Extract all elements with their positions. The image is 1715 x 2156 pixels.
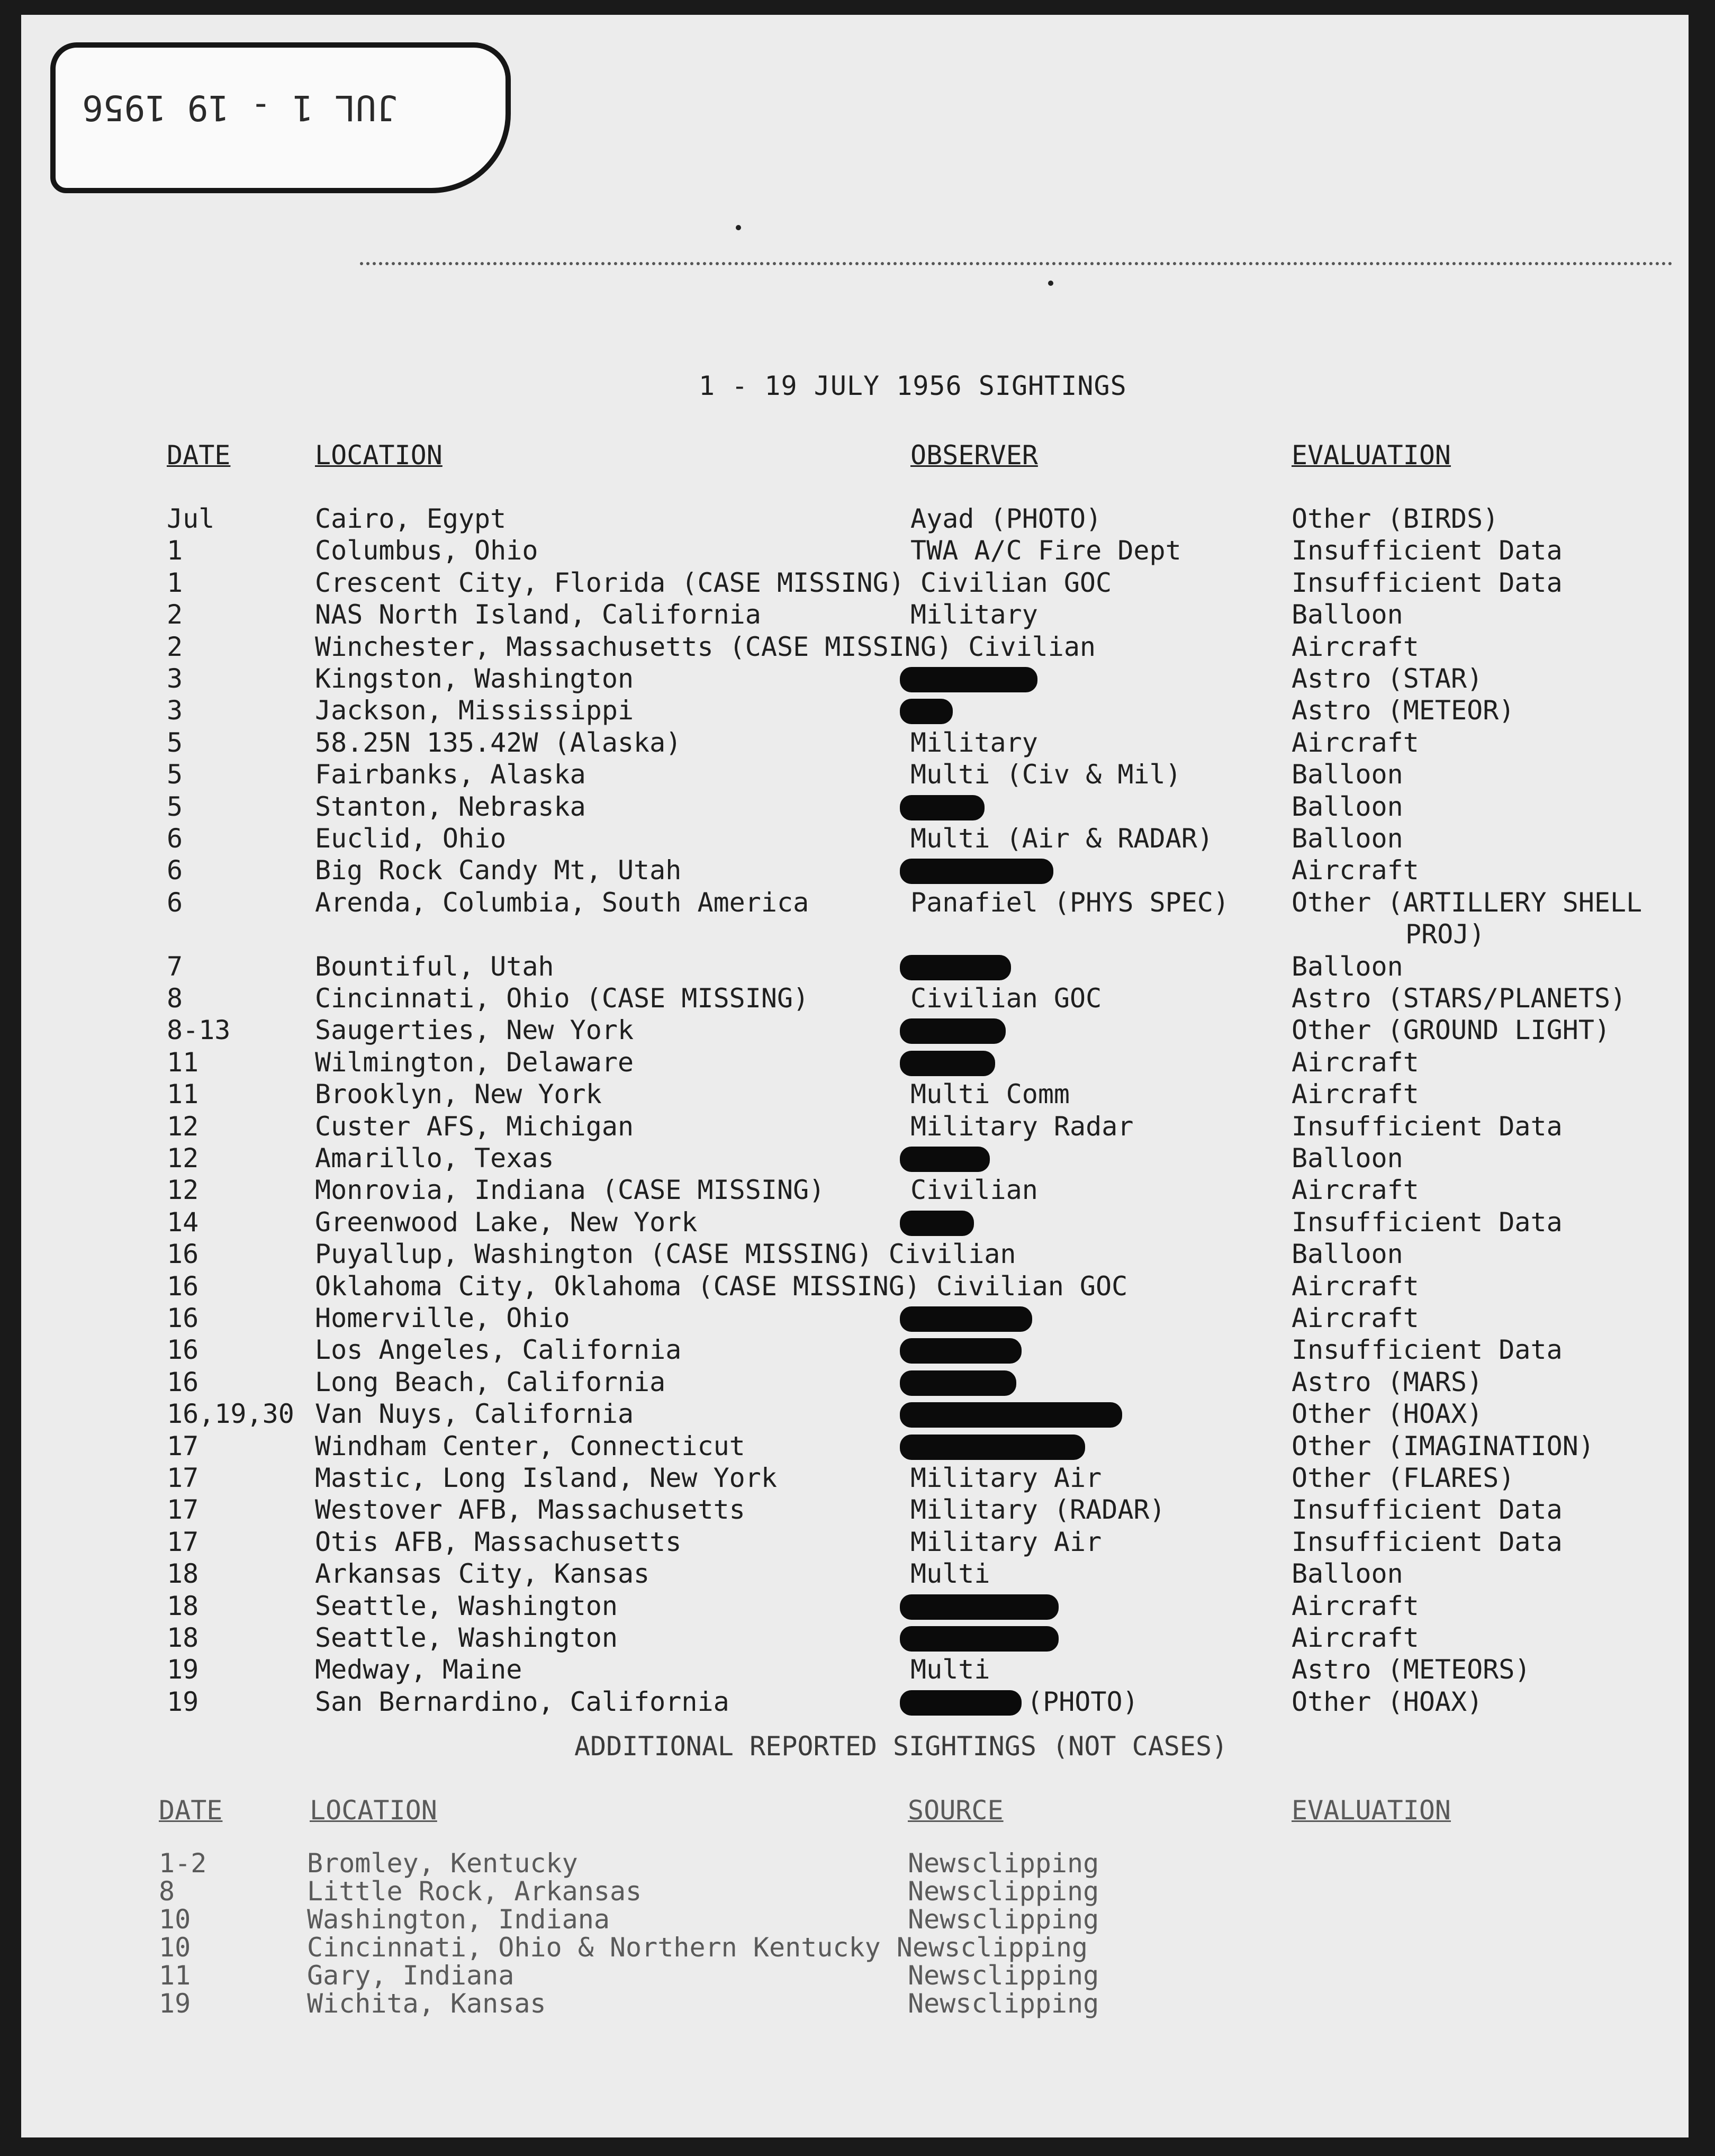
row-observer: Military Air: [910, 1527, 1102, 1557]
row-observer: Multi: [910, 1558, 990, 1589]
row-date: 8: [167, 983, 183, 1014]
redaction-mark: [900, 699, 953, 724]
row-evaluation: Insufficient Data: [1292, 1111, 1563, 1142]
row-evaluation: Other (IMAGINATION): [1292, 1431, 1594, 1462]
file-tab: [50, 42, 511, 193]
row-evaluation: Insufficient Data: [1292, 1334, 1563, 1365]
row-evaluation: Aircraft: [1292, 632, 1419, 662]
row-evaluation: Other (ARTILLERY SHELL: [1292, 887, 1642, 918]
row2-date: 10: [159, 1932, 191, 1963]
row-evaluation: Insufficient Data: [1292, 535, 1563, 566]
row-location: Saugerties, New York: [315, 1015, 634, 1045]
row-location: Oklahoma City, Oklahoma (CASE MISSING) Civilian GOC: [315, 1271, 1128, 1302]
page-title: 1 - 19 JULY 1956 SIGHTINGS: [699, 371, 1127, 401]
row-date: 1: [167, 535, 183, 566]
row-location: Bountiful, Utah: [315, 951, 554, 982]
row-location: Long Beach, California: [315, 1367, 666, 1397]
redaction-mark: [900, 1370, 1016, 1396]
punch-line-divider: [360, 262, 1673, 265]
redaction-mark: [900, 1018, 1006, 1044]
row-date: 16: [167, 1334, 199, 1365]
row-date: 5: [167, 791, 183, 822]
row-date: 17: [167, 1431, 199, 1462]
header-date: DATE: [167, 440, 231, 471]
row-observer: Civilian GOC: [910, 983, 1102, 1014]
row2-date: 1-2: [159, 1848, 207, 1879]
row2-source: Newsclipping: [908, 1904, 1099, 1935]
row-evaluation: Insufficient Data: [1292, 567, 1563, 598]
header-date-2: DATE: [159, 1795, 223, 1826]
row-observer: Military: [910, 727, 1038, 758]
row-date: 18: [167, 1622, 199, 1653]
row-date: 3: [167, 663, 183, 694]
row-location: Big Rock Candy Mt, Utah: [315, 855, 682, 886]
row-date: 11: [167, 1079, 199, 1109]
row-date: 5: [167, 759, 183, 790]
row-evaluation: PROJ): [1405, 919, 1485, 950]
row2-source: Newsclipping: [908, 1988, 1099, 2019]
row-location: Mastic, Long Island, New York: [315, 1463, 777, 1493]
redaction-mark: [900, 1594, 1059, 1620]
row-evaluation: Aircraft: [1292, 855, 1419, 886]
row-evaluation: Balloon: [1292, 599, 1403, 630]
row-date: 17: [167, 1527, 199, 1557]
redaction-mark: [900, 859, 1053, 884]
row-date: 16: [167, 1303, 199, 1333]
row-date: 12: [167, 1175, 199, 1205]
row-date: 17: [167, 1463, 199, 1493]
file-tab-label: JUL 1 - 19 1956: [82, 87, 398, 128]
row-date: 19: [167, 1686, 199, 1717]
row-location: Seattle, Washington: [315, 1591, 618, 1621]
row-evaluation: Astro (STARS/PLANETS): [1292, 983, 1627, 1014]
row-location: San Bernardino, California: [315, 1686, 729, 1717]
row-location: Otis AFB, Massachusetts: [315, 1527, 682, 1557]
row-location: Jackson, Mississippi: [315, 695, 634, 726]
row-date: 5: [167, 727, 183, 758]
row-observer: Panafiel (PHYS SPEC): [910, 887, 1230, 918]
row-observer: Military: [910, 599, 1038, 630]
row-evaluation: Aircraft: [1292, 1622, 1419, 1653]
row-observer: TWA A/C Fire Dept: [910, 535, 1181, 566]
row2-location: Cincinnati, Ohio & Northern Kentucky Newsclipping: [307, 1932, 1088, 1963]
row-date: 17: [167, 1494, 199, 1525]
speck: [1048, 281, 1053, 286]
row-evaluation: Astro (STAR): [1292, 663, 1483, 694]
row2-location: Bromley, Kentucky: [307, 1848, 578, 1879]
row-date: 12: [167, 1111, 199, 1142]
row-evaluation: Balloon: [1292, 1239, 1403, 1269]
row-observer: Civilian: [910, 1175, 1038, 1205]
redaction-mark: [900, 1147, 990, 1172]
row-evaluation: Aircraft: [1292, 1271, 1419, 1302]
row-location: Stanton, Nebraska: [315, 791, 586, 822]
row-evaluation: Balloon: [1292, 791, 1403, 822]
row-evaluation: Aircraft: [1292, 1303, 1419, 1333]
row-observer: Ayad (PHOTO): [910, 503, 1102, 534]
row-location: Fairbanks, Alaska: [315, 759, 586, 790]
redaction-mark: [900, 1051, 995, 1076]
row-observer: Multi (Air & RADAR): [910, 823, 1213, 854]
header-evaluation: EVALUATION: [1292, 440, 1451, 471]
row-location: Cincinnati, Ohio (CASE MISSING): [315, 983, 809, 1014]
row-date: 18: [167, 1558, 199, 1589]
row-evaluation: Balloon: [1292, 759, 1403, 790]
row-observer: Military Air: [910, 1463, 1102, 1493]
redaction-mark: [900, 667, 1037, 692]
row-date: 6: [167, 887, 183, 918]
row-observer: Multi (Civ & Mil): [910, 759, 1181, 790]
header-source: SOURCE: [908, 1795, 1004, 1826]
row-observer: (PHOTO): [1027, 1686, 1139, 1717]
row-date: 16,19,30: [167, 1399, 294, 1429]
header-location-2: LOCATION: [310, 1795, 437, 1826]
row-location: Winchester, Massachusetts (CASE MISSING) Civilian: [315, 632, 1096, 662]
row-date: 19: [167, 1654, 199, 1685]
row-evaluation: Insufficient Data: [1292, 1494, 1563, 1525]
row-date: 2: [167, 632, 183, 662]
row-date: 3: [167, 695, 183, 726]
row-evaluation: Balloon: [1292, 1558, 1403, 1589]
redaction-mark: [900, 1402, 1122, 1428]
row-date: 2: [167, 599, 183, 630]
row-observer: Multi Comm: [910, 1079, 1070, 1109]
row-date: 16: [167, 1239, 199, 1269]
row2-location: Little Rock, Arkansas: [307, 1876, 642, 1907]
row-evaluation: Other (HOAX): [1292, 1686, 1483, 1717]
row-evaluation: Astro (MARS): [1292, 1367, 1483, 1397]
row-location: Puyallup, Washington (CASE MISSING) Civilian: [315, 1239, 1016, 1269]
row-location: Custer AFS, Michigan: [315, 1111, 634, 1142]
redaction-mark: [900, 1306, 1032, 1332]
row2-date: 11: [159, 1960, 191, 1991]
row-date: 16: [167, 1271, 199, 1302]
row-evaluation: Insufficient Data: [1292, 1207, 1563, 1238]
row2-date: 10: [159, 1904, 191, 1935]
redaction-mark: [900, 955, 1011, 980]
row-location: Crescent City, Florida (CASE MISSING) Civilian GOC: [315, 567, 1112, 598]
row2-source: Newsclipping: [908, 1960, 1099, 1991]
row2-date: 19: [159, 1988, 191, 2019]
row-location: Los Angeles, California: [315, 1334, 682, 1365]
row-location: NAS North Island, California: [315, 599, 761, 630]
row-evaluation: Other (BIRDS): [1292, 503, 1499, 534]
row-evaluation: Aircraft: [1292, 1591, 1419, 1621]
row-date: 12: [167, 1143, 199, 1174]
row-date: 1: [167, 567, 183, 598]
redaction-mark: [900, 1338, 1022, 1364]
row-evaluation: Other (GROUND LIGHT): [1292, 1015, 1611, 1045]
row-date: 18: [167, 1591, 199, 1621]
row2-source: Newsclipping: [908, 1876, 1099, 1907]
row-location: Amarillo, Texas: [315, 1143, 554, 1174]
header-observer: OBSERVER: [910, 440, 1038, 471]
row-location: Windham Center, Connecticut: [315, 1431, 745, 1462]
row-evaluation: Other (HOAX): [1292, 1399, 1483, 1429]
row-evaluation: Other (FLARES): [1292, 1463, 1515, 1493]
row-observer: Multi: [910, 1654, 990, 1685]
row2-date: 8: [159, 1876, 175, 1907]
row-location: Brooklyn, New York: [315, 1079, 602, 1109]
row-evaluation: Balloon: [1292, 951, 1403, 982]
row-evaluation: Astro (METEOR): [1292, 695, 1515, 726]
row-location: Medway, Maine: [315, 1654, 522, 1685]
row-evaluation: Balloon: [1292, 823, 1403, 854]
row-location: 58.25N 135.42W (Alaska): [315, 727, 682, 758]
row-evaluation: Aircraft: [1292, 1079, 1419, 1109]
row-evaluation: Aircraft: [1292, 1047, 1419, 1078]
row-location: Euclid, Ohio: [315, 823, 507, 854]
row-evaluation: Aircraft: [1292, 1175, 1419, 1205]
row-evaluation: Aircraft: [1292, 727, 1419, 758]
row-location: Kingston, Washington: [315, 663, 634, 694]
row-location: Wilmington, Delaware: [315, 1047, 634, 1078]
row-date: 11: [167, 1047, 199, 1078]
row-evaluation: Insufficient Data: [1292, 1527, 1563, 1557]
row-date: 6: [167, 823, 183, 854]
redaction-mark: [900, 1626, 1059, 1652]
row-location: Van Nuys, California: [315, 1399, 634, 1429]
redaction-mark: [900, 1211, 974, 1236]
row-location: Columbus, Ohio: [315, 535, 538, 566]
row-location: Monrovia, Indiana (CASE MISSING): [315, 1175, 825, 1205]
redaction-mark: [900, 795, 985, 820]
row-date: 14: [167, 1207, 199, 1238]
row-location: Greenwood Lake, New York: [315, 1207, 698, 1238]
row-date: Jul: [167, 503, 215, 534]
row-evaluation: Astro (METEORS): [1292, 1654, 1531, 1685]
redaction-mark: [900, 1690, 1022, 1716]
header-location: LOCATION: [315, 440, 443, 471]
row-location: Westover AFB, Massachusetts: [315, 1494, 745, 1525]
row-date: 7: [167, 951, 183, 982]
speck: [736, 225, 741, 230]
row-location: Arkansas City, Kansas: [315, 1558, 650, 1589]
row2-location: Gary, Indiana: [307, 1960, 514, 1991]
row-location: Cairo, Egypt: [315, 503, 507, 534]
row-date: 6: [167, 855, 183, 886]
row-date: 8-13: [167, 1015, 231, 1045]
row-evaluation: Balloon: [1292, 1143, 1403, 1174]
row-observer: Military Radar: [910, 1111, 1134, 1142]
additional-sightings-title: ADDITIONAL REPORTED SIGHTINGS (NOT CASES): [574, 1731, 1228, 1762]
row-observer: Military (RADAR): [910, 1494, 1166, 1525]
redaction-mark: [900, 1435, 1085, 1460]
row-location: Seattle, Washington: [315, 1622, 618, 1653]
row-location: Homerville, Ohio: [315, 1303, 570, 1333]
row2-location: Wichita, Kansas: [307, 1988, 546, 2019]
row-date: 16: [167, 1367, 199, 1397]
row-location: Arenda, Columbia, South America: [315, 887, 809, 918]
row2-source: Newsclipping: [908, 1848, 1099, 1879]
header-evaluation-2: EVALUATION: [1292, 1795, 1451, 1826]
row2-location: Washington, Indiana: [307, 1904, 610, 1935]
